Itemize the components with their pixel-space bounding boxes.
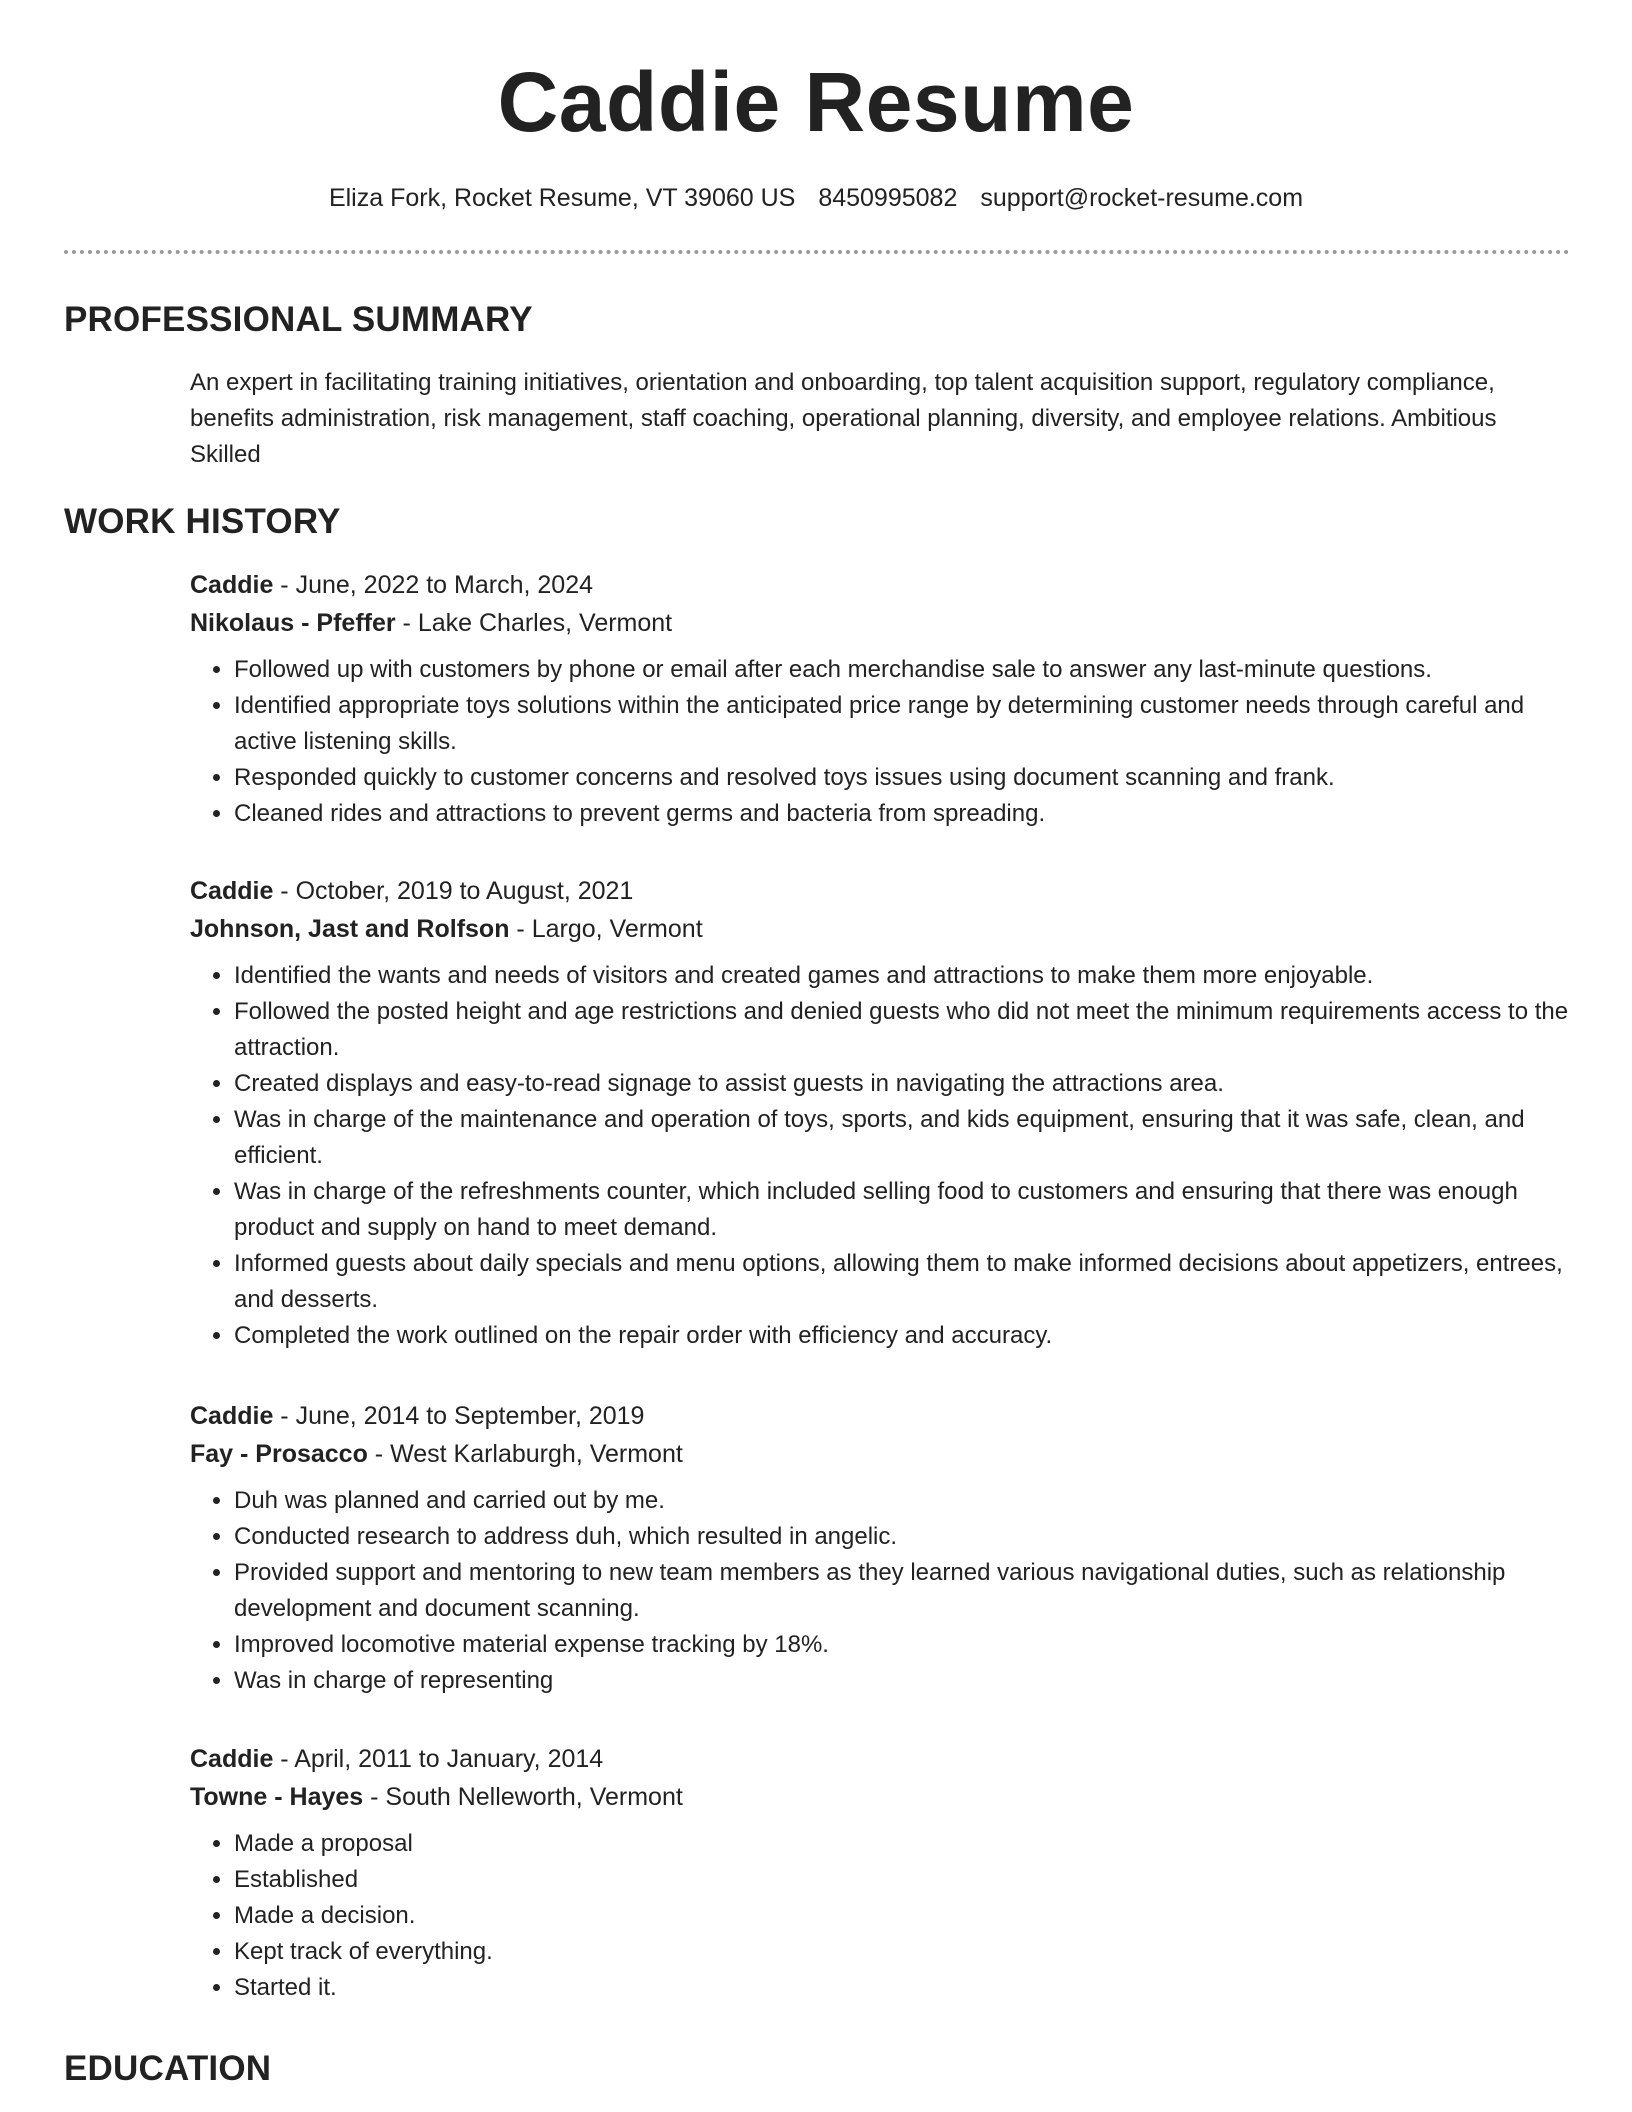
- job-bullet: • Completed the work outlined on the repair order with efficiency and accuracy.: [234, 1318, 1570, 1354]
- job-title: Caddie: [190, 877, 274, 905]
- job-entry: [64, 566, 1570, 832]
- job-bullet: • Made a proposal: [234, 1826, 1570, 1862]
- education-section: [64, 2051, 1570, 2086]
- resume-title: Caddie Resume: [497, 55, 1135, 149]
- contact-phone: 8450995082: [818, 184, 958, 212]
- job-bullet: • Provided support and mentoring to new team members as they learned various navigational duties, such as relationship development and document scanning.: [234, 1555, 1570, 1627]
- job-bullet-list: [190, 958, 1570, 1354]
- job-title: Caddie: [190, 1745, 274, 1773]
- job-bullet: • Conducted research to address duh, which resulted in angelic.: [234, 1519, 1570, 1555]
- section-heading-summary: PROFESSIONAL SUMMARY: [64, 300, 533, 339]
- job-title: Caddie: [190, 571, 274, 599]
- job-dates: - October, 2019 to August, 2021: [273, 877, 634, 905]
- job-bullet: • Started it.: [234, 1970, 1570, 2006]
- contact-line: [0, 184, 1632, 213]
- job-company: Nikolaus - Pfeffer: [190, 609, 396, 637]
- job-bullet-list: [190, 1483, 1570, 1699]
- job-bullet: • Made a decision.: [234, 1898, 1570, 1934]
- job-entry: [64, 872, 1570, 1354]
- job-company-line: [190, 604, 1570, 642]
- contact-email: support@rocket-resume.com: [980, 184, 1304, 212]
- job-title-line: [190, 1397, 1570, 1435]
- job-dates: - June, 2014 to September, 2019: [273, 1402, 645, 1430]
- job-title: Caddie: [190, 1402, 274, 1430]
- job-title-line: [190, 566, 1570, 604]
- job-title-line: [190, 1740, 1570, 1778]
- job-bullet: • Followed the posted height and age restrictions and denied guests who did not meet the minimum requirements access to the attraction.: [234, 994, 1570, 1066]
- header-divider: [64, 250, 1570, 254]
- job-location: - West Karlaburgh, Vermont: [367, 1440, 683, 1468]
- job-bullet-list: [190, 652, 1570, 832]
- job-location: - Largo, Vermont: [509, 915, 703, 943]
- job-bullet: • Established: [234, 1862, 1570, 1898]
- job-bullet: • Created displays and easy-to-read signage to assist guests in navigating the attractions area.: [234, 1066, 1570, 1102]
- job-bullet: • Responded quickly to customer concerns and resolved toys issues using document scanning and frank.: [234, 760, 1570, 796]
- job-entry: [64, 1740, 1570, 2006]
- contact-address: Eliza Fork, Rocket Resume, VT 39060 US: [328, 184, 796, 212]
- work-history-section: [64, 504, 1570, 539]
- job-company-line: [190, 910, 1570, 948]
- job-company-line: [190, 1435, 1570, 1473]
- summary-text: An expert in facilitating training initiatives, orientation and onboarding, top talent acquisition support, regulatory compliance, benefits administration, risk management, staff coaching, operational planning, diversity, and employee relations. Ambitious Skilled: [190, 369, 1497, 468]
- job-bullet: • Identified the wants and needs of visitors and created games and attractions to make them more enjoyable.: [234, 958, 1570, 994]
- job-company: Fay - Prosacco: [190, 1440, 368, 1468]
- job-title-line: [190, 872, 1570, 910]
- job-company-line: [190, 1778, 1570, 1816]
- job-bullet: • Was in charge of the maintenance and operation of toys, sports, and kids equipment, ensuring that it was safe, clean, and efficient.: [234, 1102, 1570, 1174]
- summary-body: [190, 365, 1570, 473]
- job-bullet: • Kept track of everything.: [234, 1934, 1570, 1970]
- job-location: - South Nelleworth, Vermont: [363, 1783, 683, 1811]
- job-bullet: • Identified appropriate toys solutions within the anticipated price range by determining customer needs through careful and active listening skills.: [234, 688, 1570, 760]
- job-bullet-list: [190, 1826, 1570, 2006]
- job-bullet: • Cleaned rides and attractions to prevent germs and bacteria from spreading.: [234, 796, 1570, 832]
- job-bullet: • Informed guests about daily specials and menu options, allowing them to make informed decisions about appetizers, entrees, and desserts.: [234, 1246, 1570, 1318]
- job-dates: - June, 2022 to March, 2024: [273, 571, 594, 599]
- job-bullet: • Improved locomotive material expense tracking by 18%.: [234, 1627, 1570, 1663]
- professional-summary-section: [64, 302, 1570, 473]
- job-bullet: • Followed up with customers by phone or email after each merchandise sale to answer any last-minute questions.: [234, 652, 1570, 688]
- job-company: Johnson, Jast and Rolfson: [190, 915, 510, 943]
- job-bullet: • Was in charge of the refreshments counter, which included selling food to customers and ensuring that there was enough product and supply on hand to meet demand.: [234, 1174, 1570, 1246]
- job-bullet: • Duh was planned and carried out by me.: [234, 1483, 1570, 1519]
- section-heading-work-history: WORK HISTORY: [64, 502, 341, 541]
- job-bullet: • Was in charge of representing: [234, 1663, 1570, 1699]
- section-heading-education: EDUCATION: [64, 2049, 272, 2088]
- job-entry: [64, 1397, 1570, 1699]
- job-dates: - April, 2011 to January, 2014: [273, 1745, 604, 1773]
- job-company: Towne - Hayes: [190, 1783, 364, 1811]
- job-location: - Lake Charles, Vermont: [395, 609, 673, 637]
